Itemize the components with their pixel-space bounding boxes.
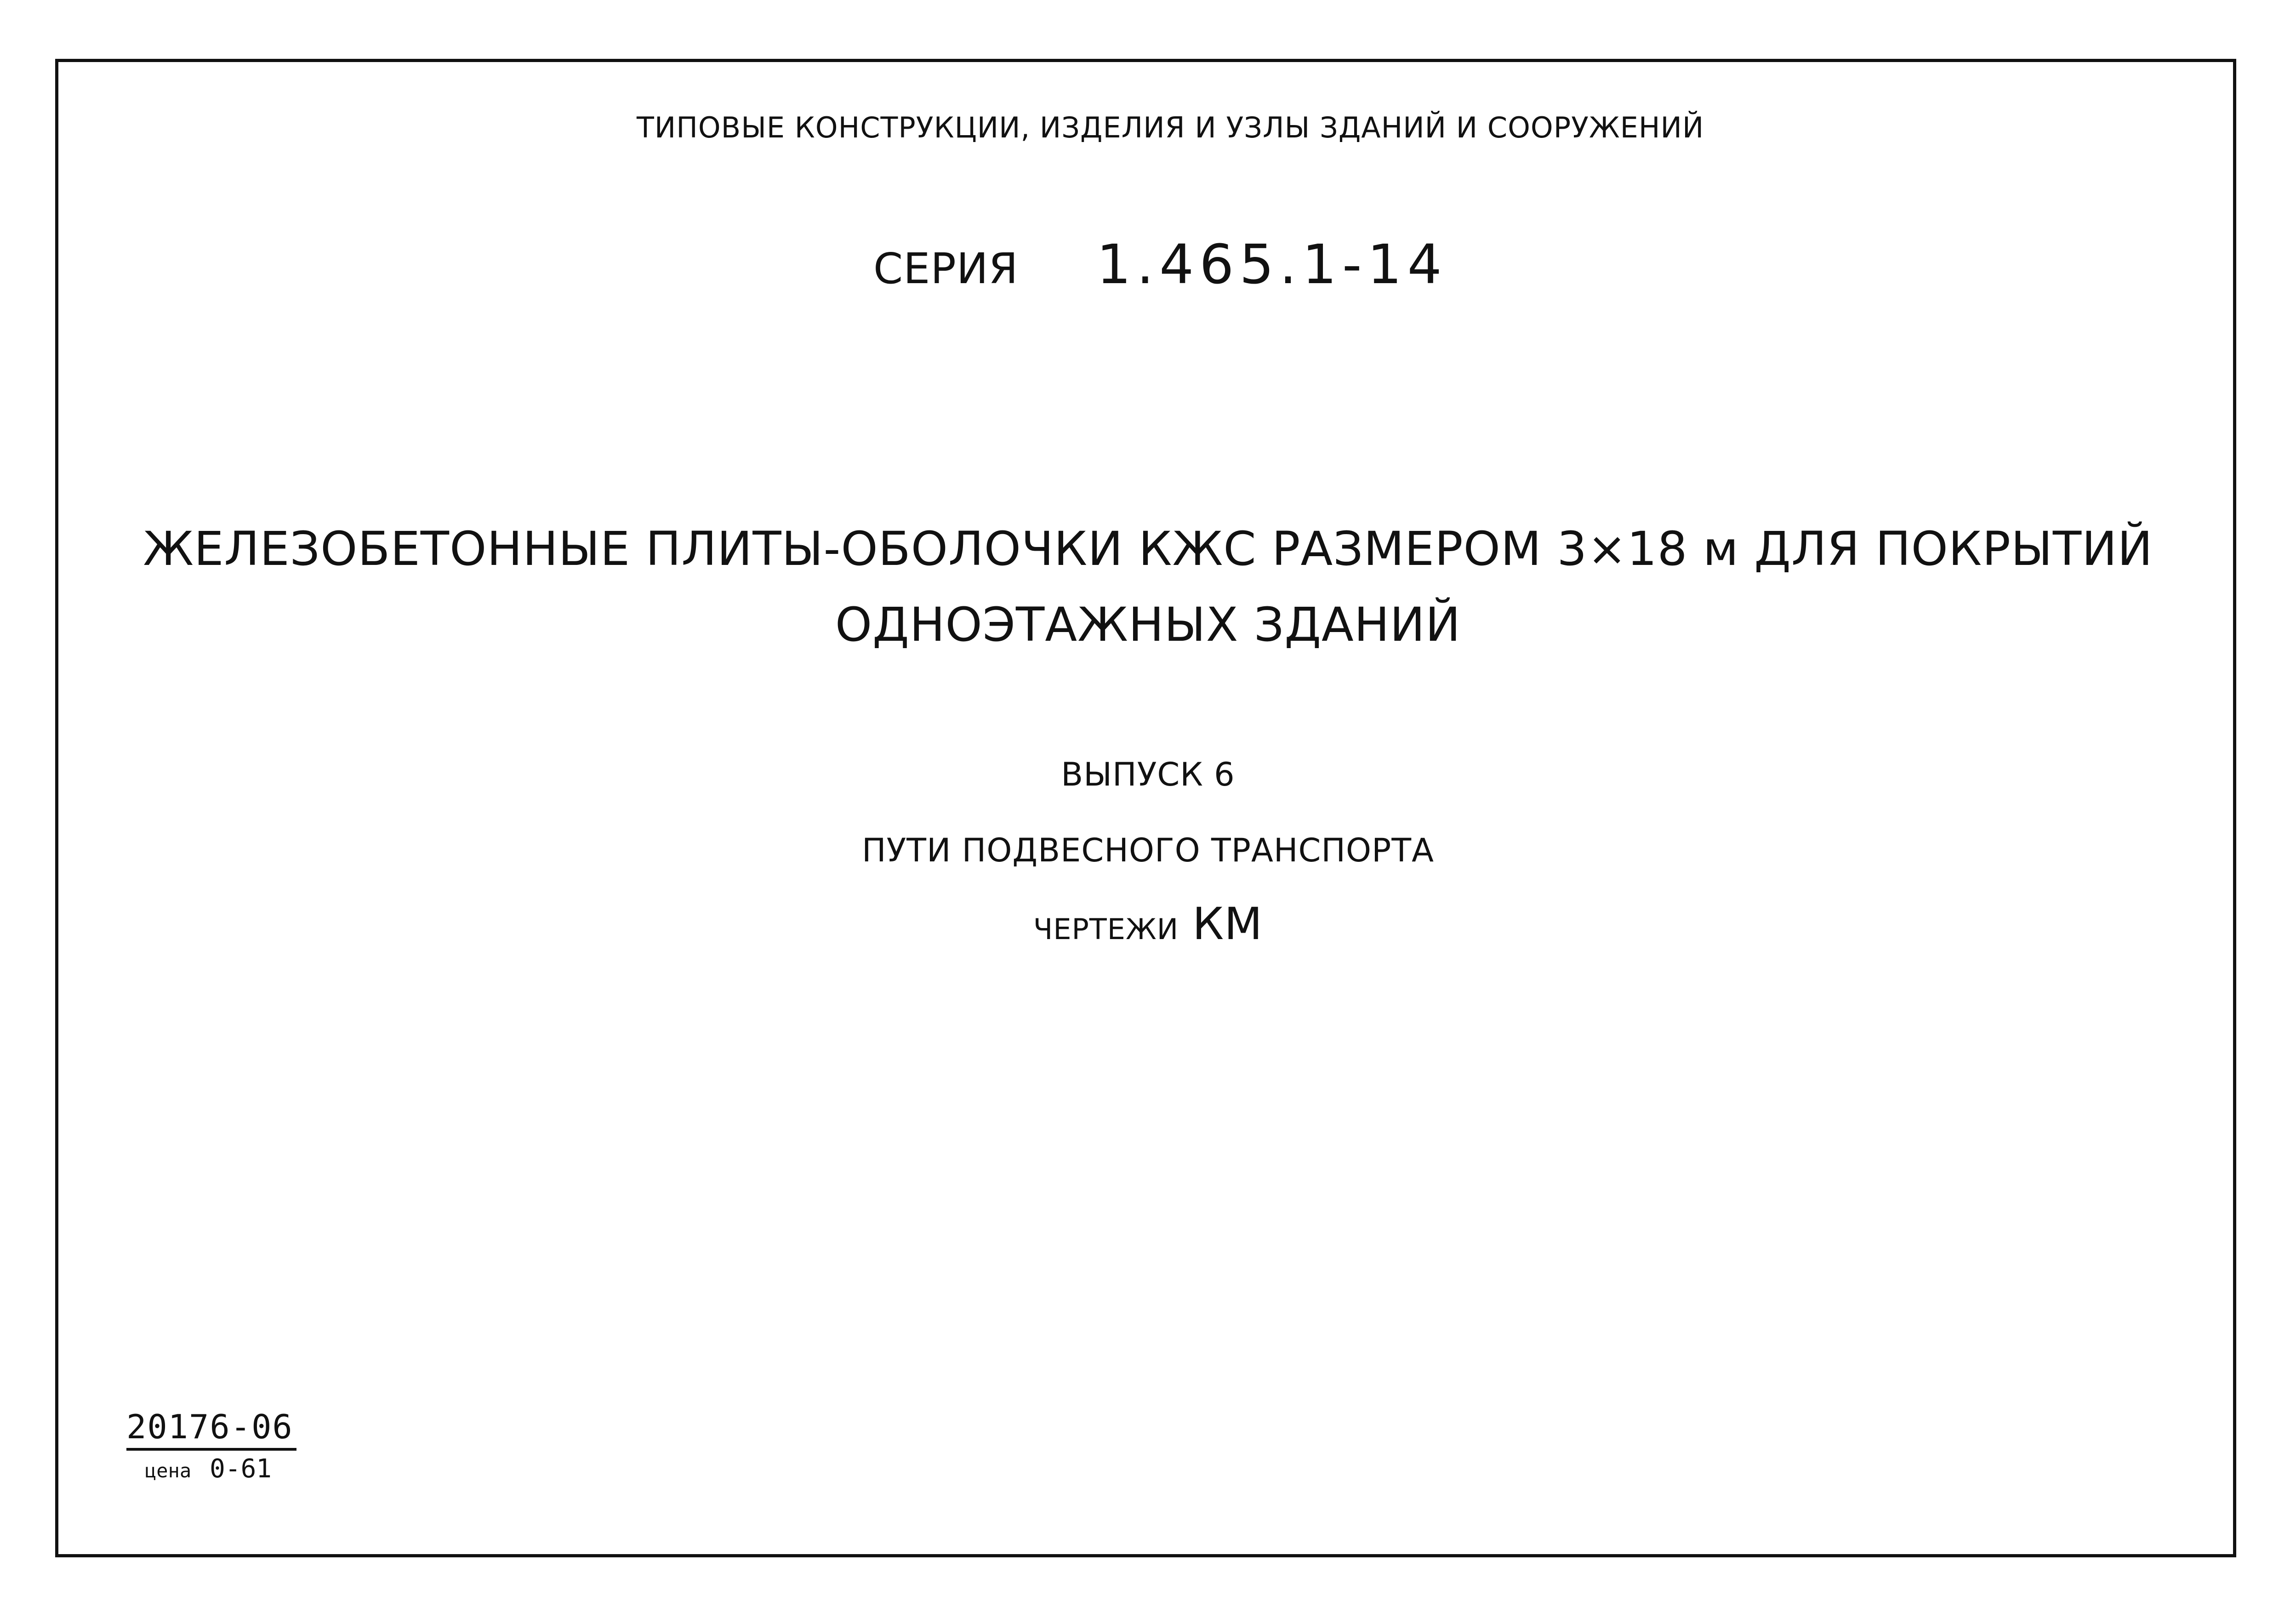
drawings-label: ЧЕРТЕЖИ — [1033, 912, 1179, 946]
drawings-block — [0, 896, 2296, 951]
issue-subject: ПУТИ ПОДВЕСНОГО ТРАНСПОРТА — [862, 832, 1434, 869]
price-line — [126, 1451, 301, 1487]
series-block — [873, 232, 1447, 296]
catalog-block — [126, 1407, 301, 1487]
document-title-line-1: ЖЕЛЕЗОБЕТОННЫЕ ПЛИТЫ-ОБОЛОЧКИ КЖС РАЗМЕРОМ 3×18 м ДЛЯ ПОКРЫТИЙ — [143, 522, 2153, 576]
series-label: СЕРИЯ — [873, 244, 1019, 293]
document-title-line-2: ОДНОЭТАЖНЫХ ЗДАНИЙ — [835, 598, 1461, 652]
drawings-code: КМ — [1192, 898, 1263, 950]
issue-number: ВЫПУСК 6 — [1061, 756, 1235, 793]
price-value: 0-61 — [210, 1454, 272, 1484]
series-header: ТИПОВЫЕ КОНСТРУКЦИИ, ИЗДЕЛИЯ И УЗЛЫ ЗДАНИЙ И СООРУЖЕНИЙ — [637, 111, 1704, 144]
series-number: 1.465.1-14 — [1096, 233, 1447, 296]
price-label: цена — [145, 1459, 192, 1482]
catalog-number: 20176-06 — [126, 1407, 293, 1446]
